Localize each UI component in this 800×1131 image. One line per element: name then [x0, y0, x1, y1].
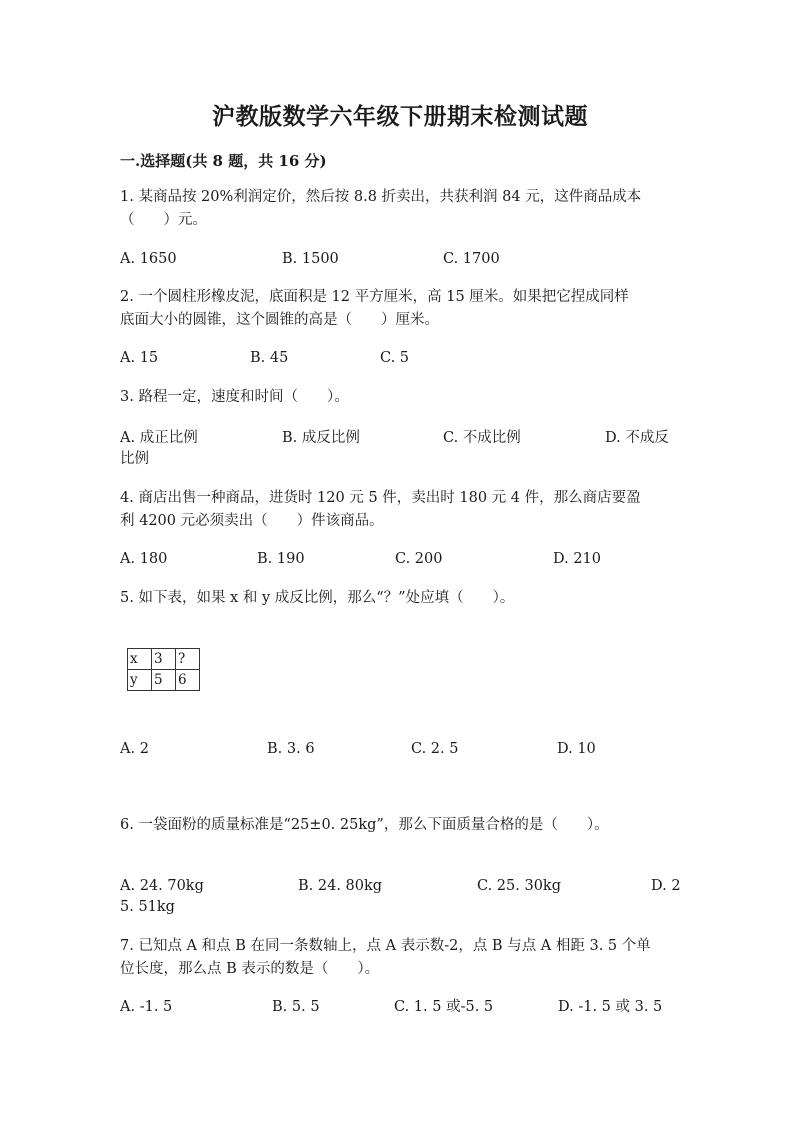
table-cell: 3 [152, 649, 176, 670]
table-row [128, 649, 200, 670]
option-b[interactable]: B. 1500 [282, 251, 339, 267]
table-row [128, 670, 200, 691]
question-5 [120, 587, 680, 610]
options-row-3 [120, 427, 680, 449]
question-text-line: 2. 一个圆柱形橡皮泥，底面积是 12 平方厘米，高 15 厘米。如果把它捏成同样 [120, 289, 629, 305]
option-a[interactable]: A. 24. 70kg [120, 878, 204, 894]
option-c[interactable]: C. 5 [380, 350, 410, 366]
table-cell: 6 [176, 670, 200, 691]
option-c[interactable]: C. 不成比例 [443, 430, 521, 446]
question-7 [120, 935, 680, 981]
option-a[interactable]: A. 1650 [120, 251, 177, 267]
option-b[interactable]: B. 5. 5 [272, 999, 320, 1015]
page-title: 沪教版数学六年级下册期末检测试题 [212, 103, 588, 130]
question-text-line: 位长度，那么点 B 表示的数是（ ）。 [120, 961, 380, 977]
section-heading: 一.选择题(共 8 题，共 16 分) [120, 152, 327, 170]
option-b[interactable]: B. 45 [250, 350, 289, 366]
option-a[interactable]: A. 2 [120, 741, 149, 757]
option-c[interactable]: C. 1700 [443, 251, 500, 267]
option-a[interactable]: A. 成正比例 [120, 430, 198, 446]
options-row-6 [120, 875, 680, 897]
table-cell: 5 [152, 670, 176, 691]
option-c[interactable]: C. 1. 5 或-5. 5 [394, 999, 494, 1015]
option-d[interactable]: D. 不成反 [605, 430, 669, 446]
option-b[interactable]: B. 成反比例 [282, 430, 360, 446]
question-text-line: 3. 路程一定，速度和时间（ ）。 [120, 389, 349, 405]
question-text-line: 4. 商店出售一种商品，进货时 120 元 5 件，卖出时 180 元 4 件，那么商店要盈 [120, 490, 641, 506]
question-3 [120, 386, 680, 409]
option-d[interactable]: D. 210 [553, 551, 602, 567]
question-4 [120, 487, 680, 533]
table-cell: ? [176, 649, 200, 670]
option-b[interactable]: B. 190 [257, 551, 305, 567]
question-text-line: 1. 某商品按 20%利润定价，然后按 8.8 折卖出，共获利润 84 元，这件商品成本 [120, 189, 642, 205]
question-text-line: （ ）元。 [120, 212, 207, 228]
option-d[interactable]: D. 10 [557, 741, 596, 757]
question-text-line: 利 4200 元必须卖出（ ）件该商品。 [120, 513, 384, 529]
options-row-5 [120, 738, 680, 760]
option-a[interactable]: A. -1. 5 [120, 999, 173, 1015]
options-row-7 [120, 996, 680, 1018]
options-row-1 [120, 248, 680, 270]
options-row-2 [120, 347, 680, 369]
options-row-4 [120, 548, 680, 570]
question-6 [120, 814, 680, 837]
table-cell: x [128, 649, 152, 670]
question-1 [120, 186, 680, 232]
question-2 [120, 286, 680, 332]
option-a[interactable]: A. 15 [120, 350, 159, 366]
option-d-wrap: 5. 51kg [120, 899, 175, 915]
question-text-line: 底面大小的圆锥，这个圆锥的高是（ ）厘米。 [120, 312, 439, 328]
option-a[interactable]: A. 180 [120, 551, 168, 567]
option-c[interactable]: C. 200 [395, 551, 443, 567]
option-c[interactable]: C. 2. 5 [411, 741, 459, 757]
option-b[interactable]: B. 24. 80kg [298, 878, 383, 894]
option-d[interactable]: D. 2 [651, 878, 681, 894]
option-d[interactable]: D. -1. 5 或 3. 5 [558, 999, 663, 1015]
question-text-line: 6. 一袋面粉的质量标准是“25±0. 25kg”，那么下面质量合格的是（ ）。 [120, 817, 609, 833]
xy-table [127, 648, 200, 691]
option-c[interactable]: C. 25. 30kg [477, 878, 561, 894]
question-text-line: 5. 如下表，如果 x 和 y 成反比例，那么“？”处应填（ ）。 [120, 590, 515, 606]
option-b[interactable]: B. 3. 6 [267, 741, 315, 757]
table-cell: y [128, 670, 152, 691]
question-text-line: 7. 已知点 A 和点 B 在同一条数轴上，点 A 表示数-2，点 B 与点 A 相距 3. 5 个单 [120, 938, 651, 954]
option-d-wrap: 比例 [120, 451, 149, 467]
